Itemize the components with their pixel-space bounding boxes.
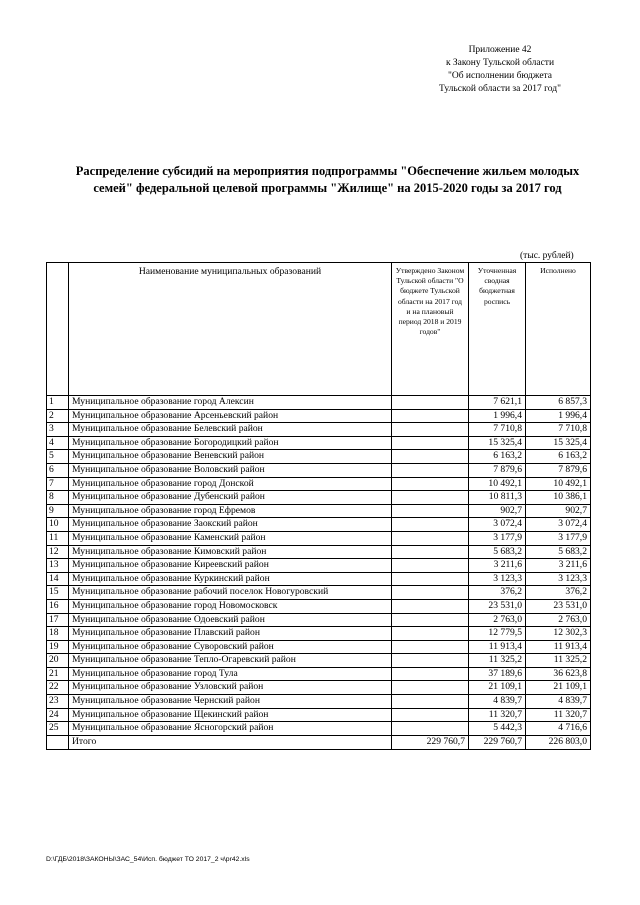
table-row xyxy=(47,409,591,423)
table-header-row xyxy=(47,263,591,396)
header-num xyxy=(47,263,69,396)
table-row xyxy=(47,436,591,450)
row-refined: 12 779,5 xyxy=(469,627,526,641)
row-approved xyxy=(392,477,469,491)
header-executed: Исполнено xyxy=(526,263,591,396)
total-refined: 229 760,7 xyxy=(469,735,526,749)
row-approved xyxy=(392,627,469,641)
row-number: 7 xyxy=(47,477,69,491)
row-refined: 4 839,7 xyxy=(469,695,526,709)
row-approved xyxy=(392,504,469,518)
table-row xyxy=(47,504,591,518)
row-number: 25 xyxy=(47,722,69,736)
row-name: Муниципальное образование Воловский район xyxy=(69,463,392,477)
row-approved xyxy=(392,695,469,709)
row-refined: 11 913,4 xyxy=(469,640,526,654)
row-name: Муниципальное образование Суворовский район xyxy=(69,640,392,654)
row-number: 9 xyxy=(47,504,69,518)
row-approved xyxy=(392,409,469,423)
title-line: семей" федеральной целевой программы "Жилище" на 2015-2020 годы за 2017 год xyxy=(93,181,562,195)
row-name: Муниципальное образование Богородицкий район xyxy=(69,436,392,450)
row-refined: 902,7 xyxy=(469,504,526,518)
row-executed: 6 857,3 xyxy=(526,396,591,410)
row-name: Муниципальное образование Киреевский район xyxy=(69,559,392,573)
row-name: Муниципальное образование Белевский район xyxy=(69,423,392,437)
row-approved xyxy=(392,559,469,573)
row-approved xyxy=(392,491,469,505)
header-name: Наименование муниципальных образований xyxy=(69,263,392,396)
row-approved xyxy=(392,436,469,450)
row-refined: 3 072,4 xyxy=(469,518,526,532)
row-refined: 10 811,3 xyxy=(469,491,526,505)
row-approved xyxy=(392,518,469,532)
row-refined: 15 325,4 xyxy=(469,436,526,450)
row-executed: 11 320,7 xyxy=(526,708,591,722)
row-executed: 4 716,6 xyxy=(526,722,591,736)
row-executed: 36 623,8 xyxy=(526,667,591,681)
row-refined: 2 763,0 xyxy=(469,613,526,627)
row-approved xyxy=(392,667,469,681)
row-number: 24 xyxy=(47,708,69,722)
row-number: 8 xyxy=(47,491,69,505)
row-approved xyxy=(392,681,469,695)
row-refined: 37 189,6 xyxy=(469,667,526,681)
row-number: 12 xyxy=(47,545,69,559)
row-executed: 21 109,1 xyxy=(526,681,591,695)
row-name: Муниципальное образование Чернский район xyxy=(69,695,392,709)
subsidy-table xyxy=(46,262,591,750)
appendix-line: Приложение 42 xyxy=(468,45,532,55)
row-executed: 376,2 xyxy=(526,586,591,600)
row-refined: 10 492,1 xyxy=(469,477,526,491)
table-row xyxy=(47,667,591,681)
row-refined: 3 123,3 xyxy=(469,572,526,586)
row-number: 6 xyxy=(47,463,69,477)
row-approved xyxy=(392,545,469,559)
row-number: 22 xyxy=(47,681,69,695)
table-row xyxy=(47,681,591,695)
row-name: Муниципальное образование город Алексин xyxy=(69,396,392,410)
total-executed: 226 803,0 xyxy=(526,735,591,749)
row-number: 14 xyxy=(47,572,69,586)
row-name: Муниципальное образование Одоевский район xyxy=(69,613,392,627)
table-row xyxy=(47,423,591,437)
row-number: 20 xyxy=(47,654,69,668)
row-name: Муниципальное образование город Донской xyxy=(69,477,392,491)
row-name: Муниципальное образование Ясногорский район xyxy=(69,722,392,736)
row-name: Муниципальное образование Заокский район xyxy=(69,518,392,532)
row-refined: 7 710,8 xyxy=(469,423,526,437)
header-refined: Уточненная сводная бюджетная роспись xyxy=(469,263,526,396)
appendix-line: "Об исполнении бюджета xyxy=(447,71,553,81)
appendix-line: к Закону Тульской области xyxy=(445,58,555,68)
row-number: 13 xyxy=(47,559,69,573)
table-row xyxy=(47,545,591,559)
table-row xyxy=(47,599,591,613)
table-row xyxy=(47,613,591,627)
row-number: 18 xyxy=(47,627,69,641)
row-executed: 11 325,2 xyxy=(526,654,591,668)
table-row xyxy=(47,640,591,654)
row-refined: 7 879,6 xyxy=(469,463,526,477)
row-refined: 376,2 xyxy=(469,586,526,600)
total-approved: 229 760,7 xyxy=(392,735,469,749)
row-executed: 1 996,4 xyxy=(526,409,591,423)
row-refined: 3 177,9 xyxy=(469,531,526,545)
row-number: 1 xyxy=(47,396,69,410)
row-number: 5 xyxy=(47,450,69,464)
row-approved xyxy=(392,586,469,600)
row-number: 4 xyxy=(47,436,69,450)
row-number: 21 xyxy=(47,667,69,681)
row-executed: 7 710,8 xyxy=(526,423,591,437)
row-refined: 5 442,3 xyxy=(469,722,526,736)
row-executed: 4 839,7 xyxy=(526,695,591,709)
title-line: Распределение субсидий на мероприятия подпрограммы "Обеспечение жильем молодых xyxy=(75,164,580,178)
row-number: 15 xyxy=(47,586,69,600)
row-number: 16 xyxy=(47,599,69,613)
row-name: Муниципальное образование рабочий поселок Новогуровский xyxy=(69,586,392,600)
row-approved xyxy=(392,722,469,736)
row-name: Муниципальное образование город Новомосковск xyxy=(69,599,392,613)
table-row xyxy=(47,708,591,722)
row-number: 3 xyxy=(47,423,69,437)
table-body xyxy=(47,396,591,736)
row-number: 11 xyxy=(47,531,69,545)
table-row xyxy=(47,396,591,410)
row-executed: 11 913,4 xyxy=(526,640,591,654)
row-executed: 7 879,6 xyxy=(526,463,591,477)
table-row xyxy=(47,463,591,477)
row-name: Муниципальное образование город Ефремов xyxy=(69,504,392,518)
row-executed: 6 163,2 xyxy=(526,450,591,464)
row-name: Муниципальное образование Узловский район xyxy=(69,681,392,695)
appendix-line: Тульской области за 2017 год" xyxy=(439,84,561,94)
row-approved xyxy=(392,396,469,410)
row-executed: 3 072,4 xyxy=(526,518,591,532)
row-name: Муниципальное образование Дубенский район xyxy=(69,491,392,505)
row-name: Муниципальное образование Тепло-Огаревский район xyxy=(69,654,392,668)
table-row xyxy=(47,586,591,600)
row-number: 17 xyxy=(47,613,69,627)
total-label: Итого xyxy=(69,735,392,749)
total-row xyxy=(47,735,591,749)
row-refined: 5 683,2 xyxy=(469,545,526,559)
row-number: 2 xyxy=(47,409,69,423)
row-executed: 5 683,2 xyxy=(526,545,591,559)
table-row xyxy=(47,531,591,545)
row-executed: 2 763,0 xyxy=(526,613,591,627)
row-refined: 21 109,1 xyxy=(469,681,526,695)
row-approved xyxy=(392,640,469,654)
row-approved xyxy=(392,572,469,586)
row-refined: 3 211,6 xyxy=(469,559,526,573)
row-refined: 11 325,2 xyxy=(469,654,526,668)
row-executed: 3 211,6 xyxy=(526,559,591,573)
row-name: Муниципальное образование Плавский район xyxy=(69,627,392,641)
table-row xyxy=(47,627,591,641)
row-name: Муниципальное образование Каменский район xyxy=(69,531,392,545)
row-executed: 23 531,0 xyxy=(526,599,591,613)
table-row xyxy=(47,722,591,736)
row-executed: 10 386,1 xyxy=(526,491,591,505)
row-approved xyxy=(392,463,469,477)
row-approved xyxy=(392,450,469,464)
row-name: Муниципальное образование город Тула xyxy=(69,667,392,681)
row-executed: 12 302,3 xyxy=(526,627,591,641)
row-name: Муниципальное образование Куркинский район xyxy=(69,572,392,586)
row-name: Муниципальное образование Кимовский район xyxy=(69,545,392,559)
document-title xyxy=(40,163,615,197)
table-row xyxy=(47,491,591,505)
row-name: Муниципальное образование Щекинский район xyxy=(69,708,392,722)
file-path-footer: D:\ГДБ\2018\ЗАКОНЫ\ЗАС_54\Исп. бюджет ТО 2017_2 ч\pr42.xls xyxy=(46,856,250,863)
row-refined: 1 996,4 xyxy=(469,409,526,423)
header-approved: Утверждено Законом Тульской области "О бюджете Тульской области на 2017 год и на плановый период 2018 и 2019 годов" xyxy=(392,263,469,396)
table-row xyxy=(47,654,591,668)
table-row xyxy=(47,518,591,532)
row-number: 10 xyxy=(47,518,69,532)
units-label: (тыс. рублей) xyxy=(520,251,574,261)
row-number: 19 xyxy=(47,640,69,654)
table-row xyxy=(47,695,591,709)
row-refined: 23 531,0 xyxy=(469,599,526,613)
row-approved xyxy=(392,531,469,545)
row-executed: 3 123,3 xyxy=(526,572,591,586)
row-executed: 902,7 xyxy=(526,504,591,518)
appendix-block xyxy=(400,44,600,96)
row-refined: 7 621,1 xyxy=(469,396,526,410)
row-approved xyxy=(392,599,469,613)
row-refined: 11 320,7 xyxy=(469,708,526,722)
table-row xyxy=(47,572,591,586)
table-row xyxy=(47,477,591,491)
row-executed: 15 325,4 xyxy=(526,436,591,450)
row-approved xyxy=(392,613,469,627)
row-name: Муниципальное образование Веневский район xyxy=(69,450,392,464)
row-name: Муниципальное образование Арсеньевский район xyxy=(69,409,392,423)
table-row xyxy=(47,559,591,573)
row-executed: 10 492,1 xyxy=(526,477,591,491)
row-executed: 3 177,9 xyxy=(526,531,591,545)
row-number: 23 xyxy=(47,695,69,709)
row-approved xyxy=(392,708,469,722)
row-approved xyxy=(392,654,469,668)
total-num xyxy=(47,735,69,749)
table-row xyxy=(47,450,591,464)
row-refined: 6 163,2 xyxy=(469,450,526,464)
row-approved xyxy=(392,423,469,437)
